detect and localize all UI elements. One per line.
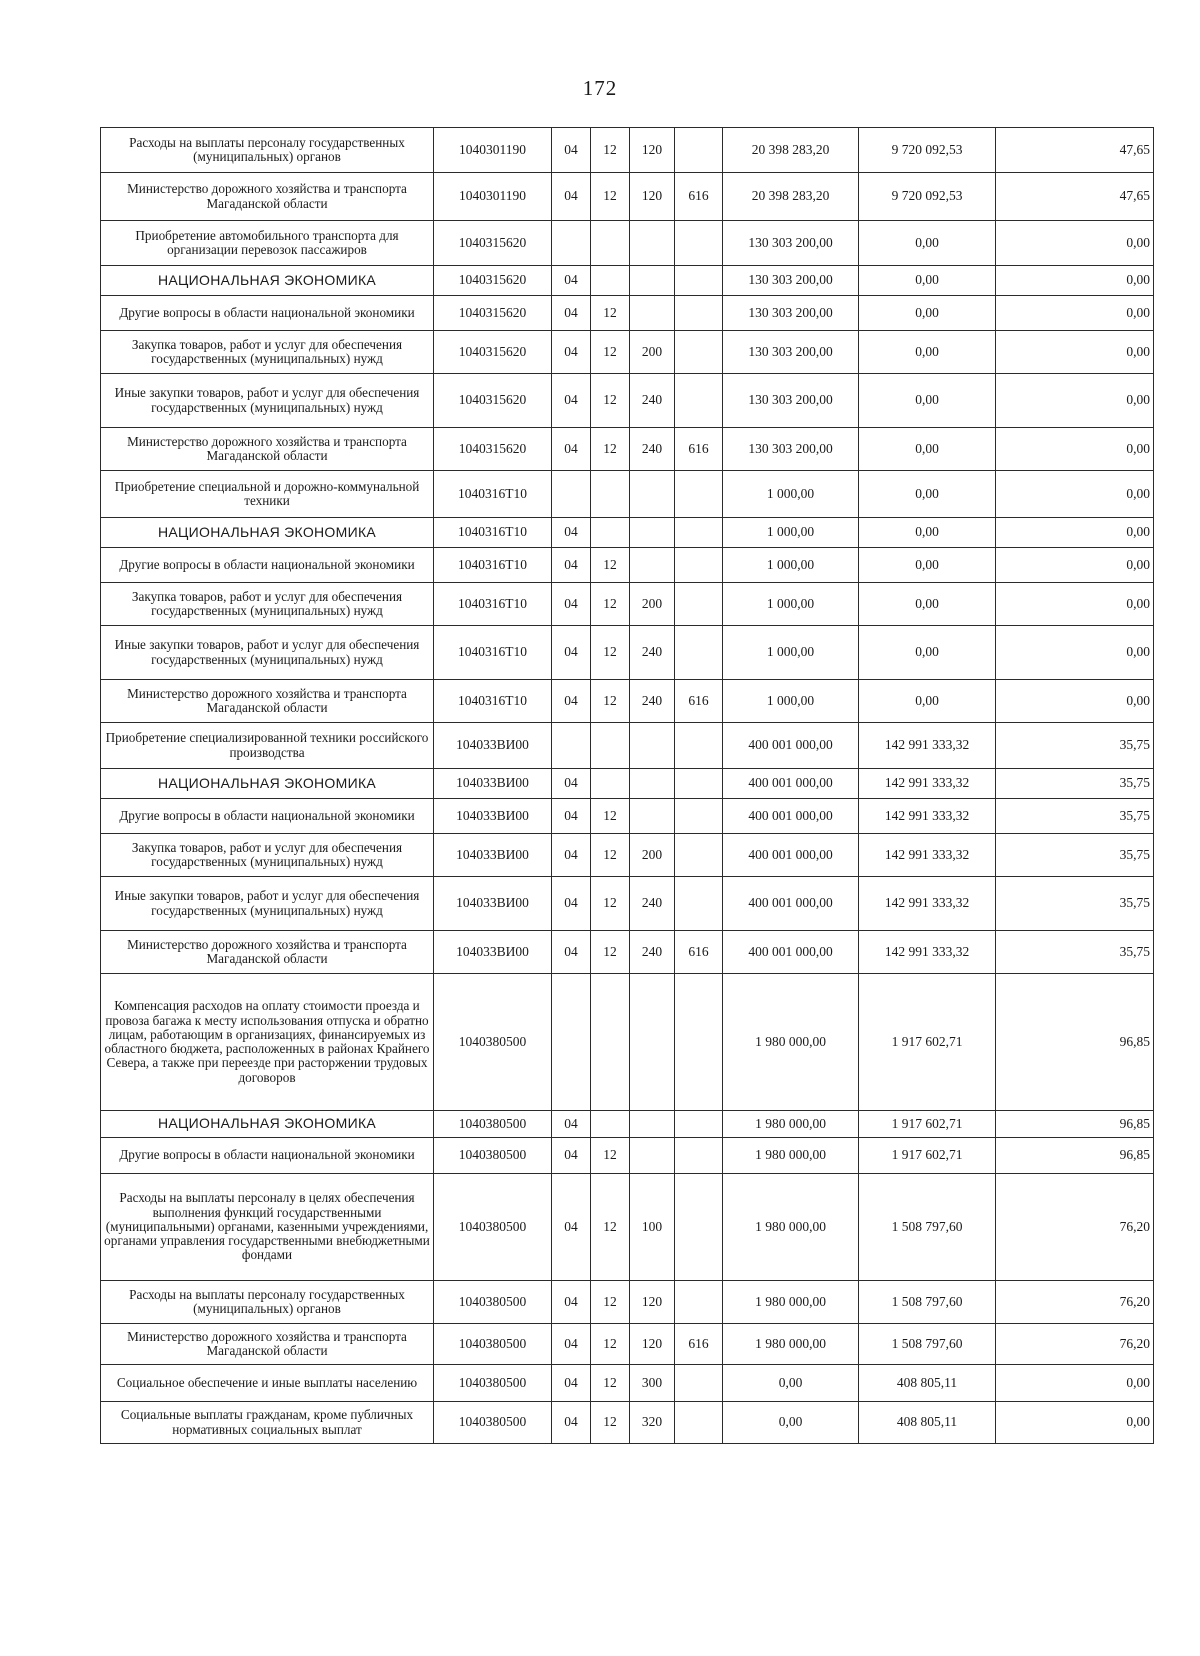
table-row xyxy=(101,221,1154,266)
cell-name: Приобретение специализированной техники российского производства xyxy=(101,723,434,769)
cell-name: НАЦИОНАЛЬНАЯ ЭКОНОМИКА xyxy=(101,769,434,799)
cell-subsection: 12 xyxy=(591,931,630,974)
cell-percent: 0,00 xyxy=(996,680,1154,723)
table-row xyxy=(101,1111,1154,1138)
cell-subsection xyxy=(591,1111,630,1138)
cell-plan: 1 000,00 xyxy=(723,518,859,548)
cell-target-code: 1040315620 xyxy=(434,266,552,296)
cell-plan: 1 980 000,00 xyxy=(723,1324,859,1365)
cell-ministry-code xyxy=(675,296,723,331)
cell-subsection xyxy=(591,221,630,266)
cell-subsection: 12 xyxy=(591,1324,630,1365)
cell-target-code: 104033ВИ00 xyxy=(434,769,552,799)
cell-ministry-code xyxy=(675,548,723,583)
cell-expense-type: 200 xyxy=(630,583,675,626)
cell-plan: 0,00 xyxy=(723,1365,859,1402)
cell-section: 04 xyxy=(552,1138,591,1174)
cell-section: 04 xyxy=(552,769,591,799)
cell-target-code: 1040316Т10 xyxy=(434,518,552,548)
cell-name: Другие вопросы в области национальной экономики xyxy=(101,799,434,834)
cell-actual: 0,00 xyxy=(859,548,996,583)
cell-expense-type: 240 xyxy=(630,428,675,471)
cell-actual: 142 991 333,32 xyxy=(859,799,996,834)
cell-plan: 1 000,00 xyxy=(723,680,859,723)
cell-plan: 130 303 200,00 xyxy=(723,374,859,428)
table-row xyxy=(101,877,1154,931)
cell-target-code: 1040316Т10 xyxy=(434,583,552,626)
cell-expense-type xyxy=(630,518,675,548)
page-number: 172 xyxy=(582,76,618,100)
cell-percent: 0,00 xyxy=(996,548,1154,583)
cell-section: 04 xyxy=(552,680,591,723)
cell-actual: 0,00 xyxy=(859,374,996,428)
cell-expense-type xyxy=(630,769,675,799)
cell-target-code: 104033ВИ00 xyxy=(434,931,552,974)
cell-expense-type: 120 xyxy=(630,128,675,173)
cell-ministry-code xyxy=(675,266,723,296)
cell-subsection: 12 xyxy=(591,296,630,331)
cell-target-code: 1040316Т10 xyxy=(434,626,552,680)
cell-target-code: 1040315620 xyxy=(434,296,552,331)
cell-name: Расходы на выплаты персоналу в целях обеспечения выполнения функций государственными (муниципальными) органами, казенными учреждениями, органами управления государственными внебюджетными фондами xyxy=(101,1174,434,1281)
cell-actual: 0,00 xyxy=(859,518,996,548)
cell-actual: 9 720 092,53 xyxy=(859,173,996,221)
cell-ministry-code xyxy=(675,1138,723,1174)
cell-name: Закупка товаров, работ и услуг для обеспечения государственных (муниципальных) нужд xyxy=(101,834,434,877)
cell-expense-type: 240 xyxy=(630,680,675,723)
cell-section: 04 xyxy=(552,428,591,471)
cell-percent: 35,75 xyxy=(996,877,1154,931)
cell-subsection xyxy=(591,769,630,799)
cell-name: Компенсация расходов на оплату стоимости проезда и провоза багажа к месту использования отпуска и обратно лицам, работающим в организациях, финансируемых из областного бюджета, расположенных в районах Крайнего Севера, а также при переезде при расторжении трудовых договоров xyxy=(101,974,434,1111)
cell-expense-type xyxy=(630,1138,675,1174)
cell-actual: 1 508 797,60 xyxy=(859,1281,996,1324)
cell-name: Расходы на выплаты персоналу государственных (муниципальных) органов xyxy=(101,128,434,173)
cell-target-code: 1040315620 xyxy=(434,331,552,374)
table-row xyxy=(101,834,1154,877)
cell-percent: 0,00 xyxy=(996,518,1154,548)
cell-target-code: 104033ВИ00 xyxy=(434,799,552,834)
cell-ministry-code: 616 xyxy=(675,1324,723,1365)
cell-name: Иные закупки товаров, работ и услуг для обеспечения государственных (муниципальных) нужд xyxy=(101,626,434,680)
cell-subsection: 12 xyxy=(591,331,630,374)
cell-section: 04 xyxy=(552,548,591,583)
cell-target-code: 1040316Т10 xyxy=(434,471,552,518)
table-row xyxy=(101,471,1154,518)
cell-ministry-code xyxy=(675,626,723,680)
cell-plan: 130 303 200,00 xyxy=(723,266,859,296)
cell-ministry-code xyxy=(675,518,723,548)
cell-target-code: 1040380500 xyxy=(434,1402,552,1444)
cell-actual: 142 991 333,32 xyxy=(859,834,996,877)
cell-name: НАЦИОНАЛЬНАЯ ЭКОНОМИКА xyxy=(101,1111,434,1138)
table-row xyxy=(101,1402,1154,1444)
cell-actual: 0,00 xyxy=(859,626,996,680)
cell-name: Другие вопросы в области национальной экономики xyxy=(101,296,434,331)
cell-expense-type: 240 xyxy=(630,374,675,428)
table-row xyxy=(101,374,1154,428)
cell-expense-type: 240 xyxy=(630,626,675,680)
cell-actual: 142 991 333,32 xyxy=(859,769,996,799)
cell-section: 04 xyxy=(552,834,591,877)
cell-section: 04 xyxy=(552,266,591,296)
cell-subsection: 12 xyxy=(591,799,630,834)
cell-percent: 0,00 xyxy=(996,331,1154,374)
cell-target-code: 1040315620 xyxy=(434,221,552,266)
cell-actual: 0,00 xyxy=(859,221,996,266)
cell-target-code: 104033ВИ00 xyxy=(434,834,552,877)
cell-percent: 0,00 xyxy=(996,1402,1154,1444)
cell-expense-type: 240 xyxy=(630,931,675,974)
cell-percent: 35,75 xyxy=(996,723,1154,769)
cell-target-code: 1040316Т10 xyxy=(434,680,552,723)
cell-target-code: 1040380500 xyxy=(434,1281,552,1324)
table-row xyxy=(101,128,1154,173)
cell-ministry-code xyxy=(675,769,723,799)
cell-section: 04 xyxy=(552,128,591,173)
cell-target-code: 1040316Т10 xyxy=(434,548,552,583)
cell-plan: 0,00 xyxy=(723,1402,859,1444)
cell-target-code: 1040380500 xyxy=(434,1111,552,1138)
cell-name: Приобретение специальной и дорожно-коммунальной техники xyxy=(101,471,434,518)
cell-expense-type: 240 xyxy=(630,877,675,931)
cell-subsection xyxy=(591,518,630,548)
cell-actual: 408 805,11 xyxy=(859,1365,996,1402)
cell-expense-type: 200 xyxy=(630,834,675,877)
cell-ministry-code xyxy=(675,1281,723,1324)
cell-section: 04 xyxy=(552,173,591,221)
cell-ministry-code xyxy=(675,221,723,266)
cell-expense-type xyxy=(630,296,675,331)
table-row xyxy=(101,266,1154,296)
cell-ministry-code xyxy=(675,723,723,769)
cell-plan: 1 000,00 xyxy=(723,626,859,680)
cell-expense-type: 300 xyxy=(630,1365,675,1402)
cell-percent: 47,65 xyxy=(996,128,1154,173)
cell-plan: 400 001 000,00 xyxy=(723,723,859,769)
cell-percent: 0,00 xyxy=(996,583,1154,626)
cell-actual: 142 991 333,32 xyxy=(859,931,996,974)
table-row xyxy=(101,1138,1154,1174)
cell-name: Министерство дорожного хозяйства и транспорта Магаданской области xyxy=(101,173,434,221)
cell-actual: 1 917 602,71 xyxy=(859,1111,996,1138)
cell-subsection: 12 xyxy=(591,374,630,428)
cell-actual: 1 917 602,71 xyxy=(859,974,996,1111)
cell-section: 04 xyxy=(552,1111,591,1138)
table-row xyxy=(101,723,1154,769)
cell-section: 04 xyxy=(552,626,591,680)
cell-percent: 47,65 xyxy=(996,173,1154,221)
cell-name: Министерство дорожного хозяйства и транспорта Магаданской области xyxy=(101,931,434,974)
cell-ministry-code xyxy=(675,374,723,428)
cell-section: 04 xyxy=(552,518,591,548)
cell-section xyxy=(552,221,591,266)
cell-name: Расходы на выплаты персоналу государственных (муниципальных) органов xyxy=(101,1281,434,1324)
cell-ministry-code: 616 xyxy=(675,428,723,471)
cell-subsection: 12 xyxy=(591,128,630,173)
cell-ministry-code xyxy=(675,128,723,173)
cell-target-code: 1040315620 xyxy=(434,374,552,428)
cell-name: Другие вопросы в области национальной экономики xyxy=(101,548,434,583)
cell-name: Социальные выплаты гражданам, кроме публичных нормативных социальных выплат xyxy=(101,1402,434,1444)
cell-subsection: 12 xyxy=(591,583,630,626)
budget-table-body xyxy=(101,128,1154,1444)
cell-plan: 130 303 200,00 xyxy=(723,331,859,374)
cell-subsection: 12 xyxy=(591,1365,630,1402)
cell-plan: 400 001 000,00 xyxy=(723,769,859,799)
cell-expense-type xyxy=(630,799,675,834)
cell-actual: 142 991 333,32 xyxy=(859,877,996,931)
cell-expense-type xyxy=(630,723,675,769)
cell-ministry-code xyxy=(675,331,723,374)
cell-plan: 400 001 000,00 xyxy=(723,799,859,834)
cell-actual: 1 917 602,71 xyxy=(859,1138,996,1174)
cell-actual: 0,00 xyxy=(859,331,996,374)
cell-plan: 20 398 283,20 xyxy=(723,173,859,221)
cell-expense-type xyxy=(630,1111,675,1138)
table-row xyxy=(101,1324,1154,1365)
cell-subsection: 12 xyxy=(591,1138,630,1174)
cell-expense-type xyxy=(630,548,675,583)
cell-percent: 35,75 xyxy=(996,769,1154,799)
cell-plan: 130 303 200,00 xyxy=(723,428,859,471)
table-row xyxy=(101,331,1154,374)
cell-subsection: 12 xyxy=(591,428,630,471)
cell-name: Иные закупки товаров, работ и услуг для обеспечения государственных (муниципальных) нужд xyxy=(101,877,434,931)
cell-subsection: 12 xyxy=(591,877,630,931)
cell-plan: 1 980 000,00 xyxy=(723,1281,859,1324)
cell-subsection: 12 xyxy=(591,834,630,877)
cell-plan: 1 000,00 xyxy=(723,471,859,518)
table-row xyxy=(101,583,1154,626)
table-row xyxy=(101,1281,1154,1324)
cell-ministry-code xyxy=(675,877,723,931)
cell-subsection xyxy=(591,471,630,518)
cell-expense-type: 100 xyxy=(630,1174,675,1281)
table-row xyxy=(101,680,1154,723)
cell-plan: 1 000,00 xyxy=(723,583,859,626)
cell-actual: 0,00 xyxy=(859,471,996,518)
cell-expense-type xyxy=(630,974,675,1111)
cell-name: НАЦИОНАЛЬНАЯ ЭКОНОМИКА xyxy=(101,266,434,296)
cell-percent: 96,85 xyxy=(996,974,1154,1111)
cell-actual: 0,00 xyxy=(859,583,996,626)
table-row xyxy=(101,1174,1154,1281)
cell-target-code: 104033ВИ00 xyxy=(434,723,552,769)
cell-section: 04 xyxy=(552,583,591,626)
cell-section: 04 xyxy=(552,331,591,374)
cell-subsection: 12 xyxy=(591,680,630,723)
cell-ministry-code xyxy=(675,471,723,518)
cell-subsection: 12 xyxy=(591,1402,630,1444)
cell-target-code: 1040380500 xyxy=(434,1138,552,1174)
cell-actual: 142 991 333,32 xyxy=(859,723,996,769)
cell-percent: 35,75 xyxy=(996,799,1154,834)
cell-percent: 76,20 xyxy=(996,1324,1154,1365)
cell-percent: 35,75 xyxy=(996,931,1154,974)
cell-actual: 0,00 xyxy=(859,296,996,331)
table-row xyxy=(101,626,1154,680)
table-row xyxy=(101,799,1154,834)
cell-percent: 76,20 xyxy=(996,1281,1154,1324)
cell-expense-type xyxy=(630,221,675,266)
cell-actual: 0,00 xyxy=(859,680,996,723)
cell-target-code: 104033ВИ00 xyxy=(434,877,552,931)
cell-subsection: 12 xyxy=(591,173,630,221)
cell-plan: 1 980 000,00 xyxy=(723,974,859,1111)
cell-subsection: 12 xyxy=(591,548,630,583)
cell-plan: 1 980 000,00 xyxy=(723,1174,859,1281)
cell-percent: 0,00 xyxy=(996,471,1154,518)
cell-section: 04 xyxy=(552,931,591,974)
cell-ministry-code: 616 xyxy=(675,173,723,221)
cell-percent: 35,75 xyxy=(996,834,1154,877)
cell-target-code: 1040380500 xyxy=(434,1174,552,1281)
cell-name: Приобретение автомобильного транспорта для организации перевозок пассажиров xyxy=(101,221,434,266)
table-row xyxy=(101,548,1154,583)
cell-actual: 1 508 797,60 xyxy=(859,1324,996,1365)
table-row xyxy=(101,769,1154,799)
cell-target-code: 1040380500 xyxy=(434,1365,552,1402)
cell-subsection: 12 xyxy=(591,626,630,680)
cell-plan: 130 303 200,00 xyxy=(723,221,859,266)
cell-plan: 130 303 200,00 xyxy=(723,296,859,331)
cell-ministry-code xyxy=(675,834,723,877)
cell-percent: 0,00 xyxy=(996,428,1154,471)
cell-section xyxy=(552,471,591,518)
cell-section: 04 xyxy=(552,296,591,331)
table-row xyxy=(101,974,1154,1111)
cell-expense-type xyxy=(630,266,675,296)
cell-section: 04 xyxy=(552,1174,591,1281)
cell-expense-type: 320 xyxy=(630,1402,675,1444)
cell-actual: 0,00 xyxy=(859,266,996,296)
cell-ministry-code xyxy=(675,974,723,1111)
cell-plan: 400 001 000,00 xyxy=(723,931,859,974)
cell-ministry-code xyxy=(675,583,723,626)
cell-ministry-code: 616 xyxy=(675,931,723,974)
cell-section: 04 xyxy=(552,374,591,428)
cell-expense-type: 120 xyxy=(630,1324,675,1365)
cell-expense-type: 120 xyxy=(630,1281,675,1324)
cell-target-code: 1040380500 xyxy=(434,974,552,1111)
cell-ministry-code xyxy=(675,1111,723,1138)
cell-plan: 1 980 000,00 xyxy=(723,1111,859,1138)
cell-ministry-code xyxy=(675,1365,723,1402)
cell-percent: 0,00 xyxy=(996,374,1154,428)
cell-percent: 76,20 xyxy=(996,1174,1154,1281)
cell-name: Министерство дорожного хозяйства и транспорта Магаданской области xyxy=(101,428,434,471)
cell-actual: 9 720 092,53 xyxy=(859,128,996,173)
cell-name: Министерство дорожного хозяйства и транспорта Магаданской области xyxy=(101,680,434,723)
cell-percent: 0,00 xyxy=(996,626,1154,680)
cell-section xyxy=(552,974,591,1111)
cell-percent: 0,00 xyxy=(996,296,1154,331)
cell-actual: 1 508 797,60 xyxy=(859,1174,996,1281)
budget-table xyxy=(100,127,1154,1444)
cell-actual: 0,00 xyxy=(859,428,996,471)
cell-name: Социальное обеспечение и иные выплаты населению xyxy=(101,1365,434,1402)
cell-plan: 1 980 000,00 xyxy=(723,1138,859,1174)
table-row xyxy=(101,931,1154,974)
cell-subsection: 12 xyxy=(591,1174,630,1281)
table-row xyxy=(101,428,1154,471)
cell-actual: 408 805,11 xyxy=(859,1402,996,1444)
cell-section: 04 xyxy=(552,799,591,834)
cell-plan: 20 398 283,20 xyxy=(723,128,859,173)
cell-name: НАЦИОНАЛЬНАЯ ЭКОНОМИКА xyxy=(101,518,434,548)
cell-plan: 400 001 000,00 xyxy=(723,834,859,877)
cell-name: Министерство дорожного хозяйства и транспорта Магаданской области xyxy=(101,1324,434,1365)
cell-target-code: 1040301190 xyxy=(434,128,552,173)
cell-section: 04 xyxy=(552,1402,591,1444)
cell-plan: 1 000,00 xyxy=(723,548,859,583)
cell-ministry-code xyxy=(675,1402,723,1444)
table-row xyxy=(101,1365,1154,1402)
cell-plan: 400 001 000,00 xyxy=(723,877,859,931)
cell-expense-type xyxy=(630,471,675,518)
cell-target-code: 1040380500 xyxy=(434,1324,552,1365)
cell-ministry-code xyxy=(675,799,723,834)
cell-section xyxy=(552,723,591,769)
cell-percent: 96,85 xyxy=(996,1111,1154,1138)
cell-target-code: 1040301190 xyxy=(434,173,552,221)
cell-percent: 0,00 xyxy=(996,266,1154,296)
cell-target-code: 1040315620 xyxy=(434,428,552,471)
cell-section: 04 xyxy=(552,1281,591,1324)
cell-subsection xyxy=(591,974,630,1111)
table-row xyxy=(101,518,1154,548)
cell-name: Закупка товаров, работ и услуг для обеспечения государственных (муниципальных) нужд xyxy=(101,331,434,374)
cell-ministry-code xyxy=(675,1174,723,1281)
cell-expense-type: 200 xyxy=(630,331,675,374)
cell-section: 04 xyxy=(552,1324,591,1365)
cell-name: Другие вопросы в области национальной экономики xyxy=(101,1138,434,1174)
cell-subsection xyxy=(591,266,630,296)
cell-name: Закупка товаров, работ и услуг для обеспечения государственных (муниципальных) нужд xyxy=(101,583,434,626)
cell-percent: 96,85 xyxy=(996,1138,1154,1174)
cell-name: Иные закупки товаров, работ и услуг для обеспечения государственных (муниципальных) нужд xyxy=(101,374,434,428)
cell-percent: 0,00 xyxy=(996,221,1154,266)
cell-section: 04 xyxy=(552,1365,591,1402)
table-row xyxy=(101,173,1154,221)
cell-subsection xyxy=(591,723,630,769)
cell-section: 04 xyxy=(552,877,591,931)
cell-ministry-code: 616 xyxy=(675,680,723,723)
table-row xyxy=(101,296,1154,331)
cell-expense-type: 120 xyxy=(630,173,675,221)
cell-percent: 0,00 xyxy=(996,1365,1154,1402)
cell-subsection: 12 xyxy=(591,1281,630,1324)
